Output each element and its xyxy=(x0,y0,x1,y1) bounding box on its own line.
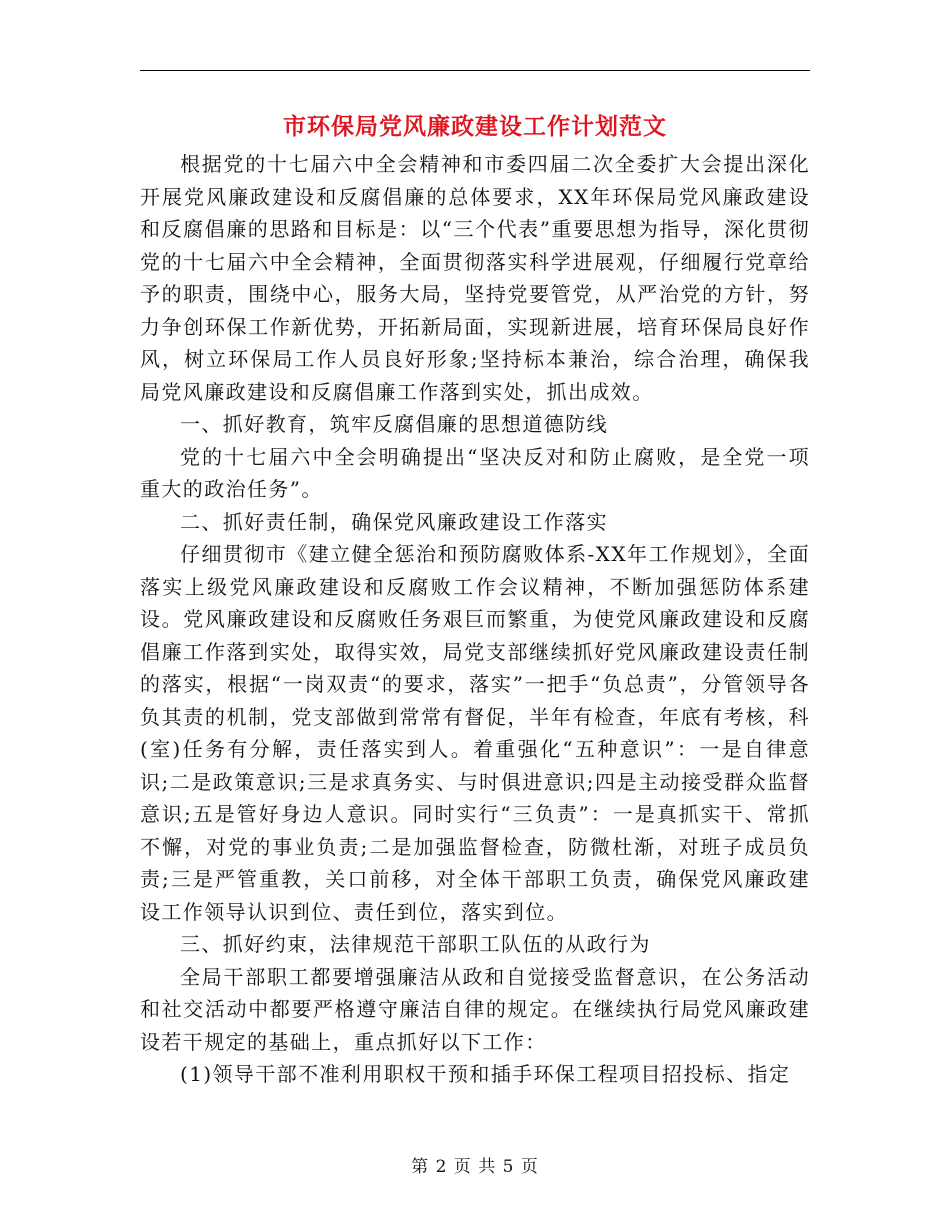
paragraph-item-1: (1)领导干部不准利用职权干预和插手环保工程项目招投标、指定 xyxy=(180,1062,791,1086)
paragraph-intro: 根据党的十七届六中全会精神和市委四届二次全委扩大会提出深化开展党风廉政建设和反腐倡廉的总体要求，XX年环保局党风廉政建设和反腐倡廉的思路和目标是：以“三个代表”重要思想为指导，深化贯彻党的十七届六中全会精神，全面贯彻落实科学进展观，仔细履行党章给予的职责，围绕中心，服务大局，坚持党要管党，从严治党的方针，努力争创环保工作新优势，开拓新局面，实现新进展，培育环保局良好作风，树立环保局工作人员良好形象;坚持标本兼治，综合治理，确保我局党风廉政建设和反腐倡廉工作落到实处，抓出成效。 xyxy=(140,152,810,404)
section-heading-1: 一、抓好教育，筑牢反腐倡廉的思想道德防线 xyxy=(180,412,608,436)
paragraph-1: 党的十七届六中全会明确提出“坚决反对和防止腐败，是全党一项重大的政治任务”。 xyxy=(140,444,810,501)
header-rule xyxy=(140,70,810,71)
document-title: 市环保局党风廉政建设工作计划范文 xyxy=(283,113,667,140)
section-heading-2: 二、抓好责任制，确保党风廉政建设工作落实 xyxy=(180,509,608,534)
paragraph-2: 仔细贯彻市《建立健全惩治和预防腐败体系-XX年工作规划》，全面落实上级党风廉政建设和反腐败工作会议精神，不断加强惩防体系建设。党风廉政建设和反腐败任务艰巨而繁重，为使党风廉政建设和反腐倡廉工作落到实处，取得实效，局党支部继续抓好党风廉政建设责任制的落实，根据“一岗双责“的要求，落实”一把手“负总责”，分管领导各负其责的机制，党支部做到常常有督促，半年有检查，年底有考核，科(室)任务有分解，责任落实到人。着重强化“五种意识”：一是自律意识;二是政策意识;三是求真务实、与时俱进意识;四是主动接受群众监督意识;五是管好身边人意识。同时实行“三负责”：一是真抓实干、常抓不懈，对党的事业负责;二是加强监督检查，防微杜渐，对班子成员负责;三是严管重教，关口前移，对全体干部职工负责，确保党风廉政建设工作领导认识到位、责任到位，落实到位。 xyxy=(140,542,810,924)
section-heading-3: 三、抓好约束，法律规范干部职工队伍的从政行为 xyxy=(180,932,651,956)
paragraph-3: 全局干部职工都要增强廉洁从政和自觉接受监督意识，在公务活动和社交活动中都要严格遵守廉洁自律的规定。在继续执行局党风廉政建设若干规定的基础上，重点抓好以下工作： xyxy=(140,964,810,1054)
page-number: 第 2 页 共 5 页 xyxy=(411,1157,539,1177)
document-body xyxy=(140,148,810,1091)
